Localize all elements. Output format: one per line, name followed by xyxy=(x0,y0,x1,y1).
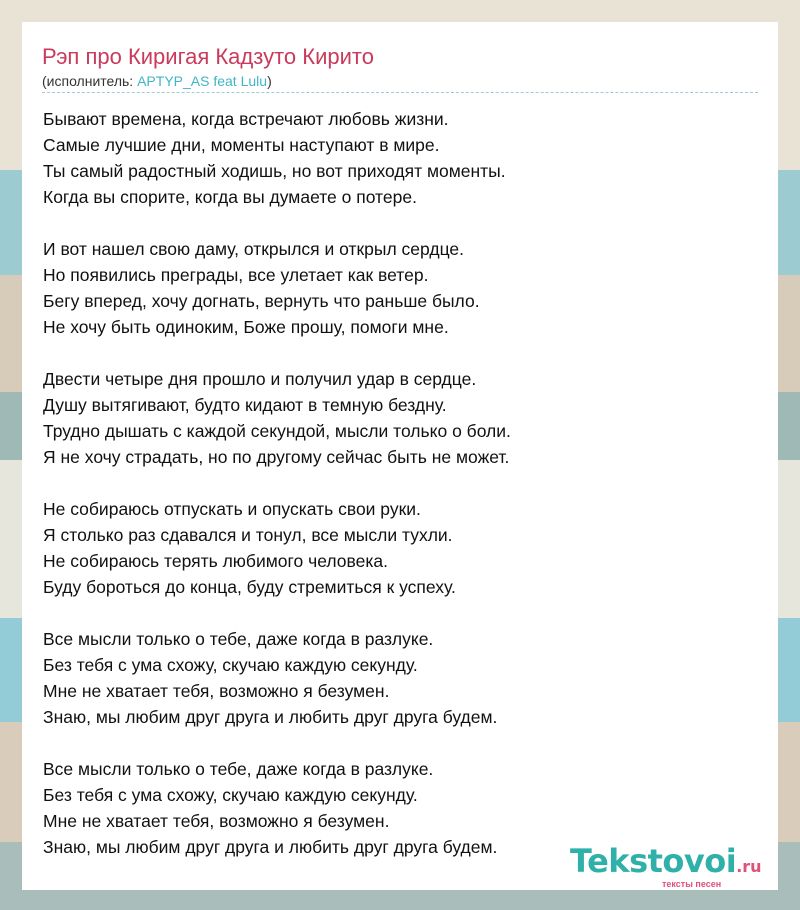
lyric-line: И вот нашел свою даму, открылся и открыл сердце. xyxy=(43,239,465,259)
lyric-line: Двести четыре дня прошло и получил удар в сердце. xyxy=(43,369,477,389)
lyric-line: Когда вы спорите, когда вы думаете о потере. xyxy=(43,187,417,207)
logo-tld: .ru xyxy=(736,857,762,876)
stanza xyxy=(43,366,763,470)
lyrics-body xyxy=(43,106,763,886)
performer-suffix: ) xyxy=(267,73,272,89)
lyric-line: Все мысли только о тебе, даже когда в разлуке. xyxy=(43,629,434,649)
lyrics-card xyxy=(22,22,778,890)
site-logo[interactable] xyxy=(570,842,780,890)
stanza xyxy=(43,236,763,340)
lyric-line: Трудно дышать с каждой секундой, мысли только о боли. xyxy=(43,421,511,441)
logo-name: Tekstovoi xyxy=(570,842,737,880)
lyric-line: Ты самый радостный ходишь, но вот приходят моменты. xyxy=(43,161,506,181)
lyric-line: Знаю, мы любим друг друга и любить друг друга будем. xyxy=(43,707,498,727)
logo-wordmark xyxy=(570,842,762,880)
lyric-line: Не собираюсь терять любимого человека. xyxy=(43,551,388,571)
stanza xyxy=(43,106,763,210)
lyric-line: Бегу вперед, хочу догнать, вернуть что раньше было. xyxy=(43,291,480,311)
lyric-line: Я не хочу страдать, но по другому сейчас быть не может. xyxy=(43,447,510,467)
lyric-line: Я столько раз сдавался и тонул, все мысли тухли. xyxy=(43,525,453,545)
header-divider xyxy=(42,92,758,93)
performer-link[interactable]: APTYP_AS feat Lulu xyxy=(137,73,268,89)
stanza xyxy=(43,496,763,600)
song-title: Рэп про Киригая Кадзуто Кирито xyxy=(42,44,374,69)
lyric-line: Но появились преграды, все улетает как ветер. xyxy=(43,265,429,285)
performer-prefix: (исполнитель: xyxy=(42,73,138,89)
lyric-line: Душу вытягивают, будто кидают в темную бездну. xyxy=(43,395,447,415)
lyric-line: Мне не хватает тебя, возможно я безумен. xyxy=(43,811,390,831)
lyric-line: Буду бороться до конца, буду стремиться к успеху. xyxy=(43,577,456,597)
lyric-line: Не хочу быть одиноким, Боже прошу, помоги мне. xyxy=(43,317,449,337)
lyric-line: Знаю, мы любим друг друга и любить друг друга будем. xyxy=(43,837,498,857)
lyric-line: Не собираюсь отпускать и опускать свои руки. xyxy=(43,499,421,519)
logo-tagline: тексты песен xyxy=(662,879,722,889)
lyric-line: Без тебя с ума схожу, скучаю каждую секунду. xyxy=(43,785,418,805)
lyric-line: Мне не хватает тебя, возможно я безумен. xyxy=(43,681,390,701)
performer-line xyxy=(42,73,272,89)
lyric-line: Без тебя с ума схожу, скучаю каждую секунду. xyxy=(43,655,418,675)
stanza xyxy=(43,626,763,730)
lyric-line: Все мысли только о тебе, даже когда в разлуке. xyxy=(43,759,434,779)
lyric-line: Бывают времена, когда встречают любовь жизни. xyxy=(43,109,449,129)
lyric-line: Самые лучшие дни, моменты наступают в мире. xyxy=(43,135,440,155)
